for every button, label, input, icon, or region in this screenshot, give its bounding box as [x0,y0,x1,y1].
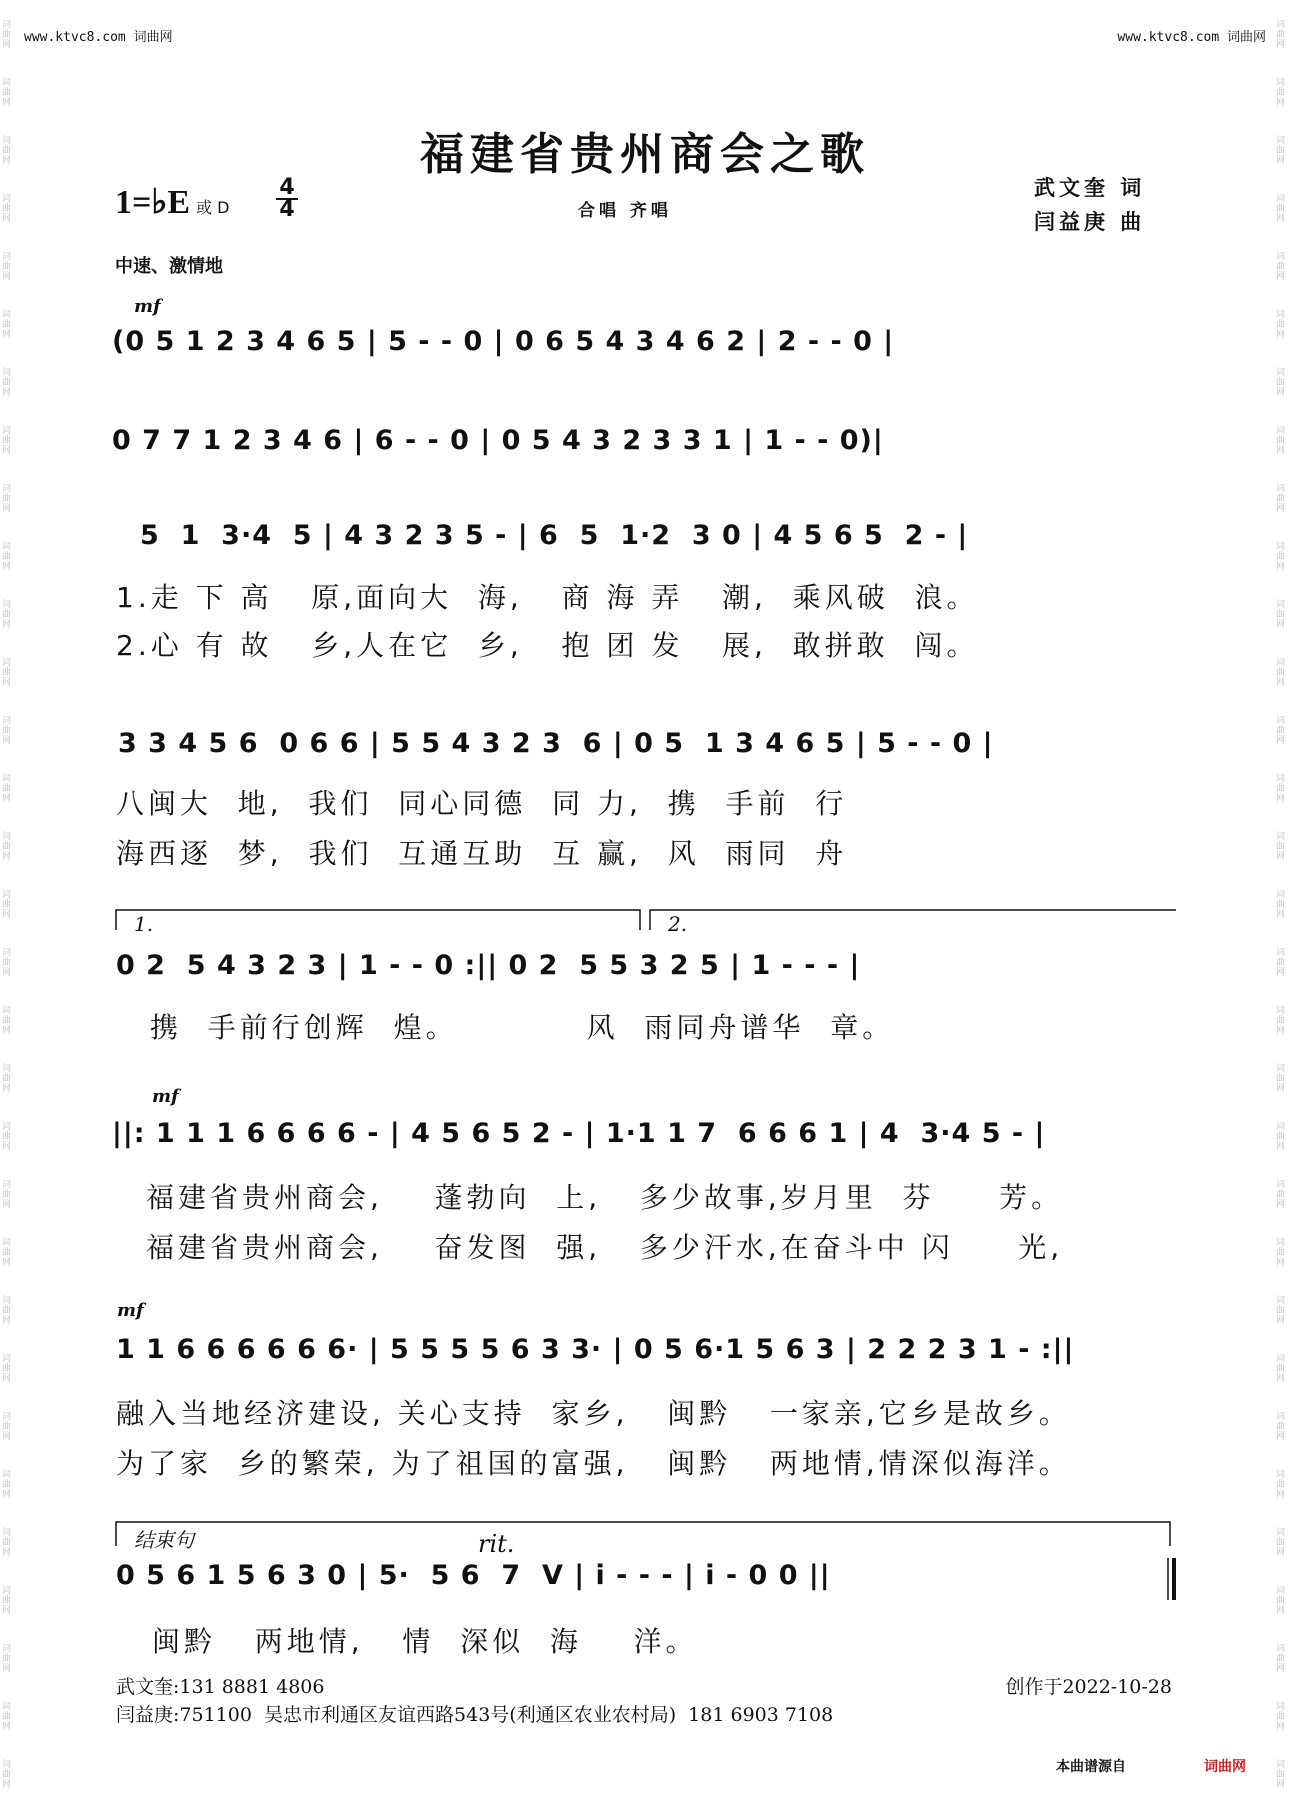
side-watermark-text: 词曲网 [1276,1644,1286,1674]
side-watermark-text: 词曲网 [1276,426,1286,456]
side-watermark-text: 词曲网 [1276,542,1286,572]
side-watermark-text: 词曲网 [2,1412,12,1442]
side-watermark-text: 词曲网 [1276,194,1286,224]
lyric-row-7-verse-1: 融入当地经济建设, 关心支持 家乡, 闽黔 一家亲,它乡是故乡。 [116,1397,1071,1430]
side-watermark-text: 词曲网 [2,890,12,920]
footer-contact-1: 武文奎:131 8881 4806 [116,1676,325,1698]
side-watermark-text: 词曲网 [2,1586,12,1616]
side-watermark-text: 词曲网 [2,426,12,456]
side-watermark-text: 词曲网 [1276,832,1286,862]
ending-2-label: 2. [668,912,688,936]
side-watermark-text: 词曲网 [1276,1354,1286,1384]
notation-row-4: 3 3 4 5 6 0 6 6 | 5 5 4 3 2 3 6 | 0 5 1 3 4 6 5 | 5 - - 0 | [118,728,994,759]
notation-row-2: 0 7 7 1 2 3 4 6 | 6 - - 0 | 0 5 4 3 2 3 3 1 | 1 - - 0)| [112,425,884,456]
source-site-link[interactable]: 词曲网 [1204,1759,1246,1775]
side-watermark-text: 词曲网 [1276,1528,1286,1558]
side-watermark-text: 词曲网 [2,20,12,50]
dynamic-mf-3: mf [117,1300,144,1321]
side-watermark-text: 词曲网 [2,252,12,282]
lyricist-credit: 武文奎 词 [1034,176,1146,200]
side-watermark-text: 词曲网 [2,542,12,572]
side-watermark-text: 词曲网 [1276,136,1286,166]
side-watermark-text: 词曲网 [2,484,12,514]
side-watermark-text: 词曲网 [1276,1760,1286,1790]
side-watermark-text: 词曲网 [2,832,12,862]
side-watermark-text: 词曲网 [2,1470,12,1500]
side-watermark-text: 词曲网 [2,136,12,166]
side-watermark-text: 词曲网 [2,1702,12,1732]
notation-row-7: 1 1 6 6 6 6 6 6· | 5 5 5 5 6 3 3· | 0 5 6·1 5 6 3 | 2 2 2 3 1 - :|| [116,1334,1075,1365]
side-watermark-text: 词曲网 [2,1644,12,1674]
side-watermark-text: 词曲网 [1276,1702,1286,1732]
side-watermark-text: 词曲网 [1276,1296,1286,1326]
dynamic-mf-1: mf [134,296,161,317]
side-watermark-text: 词曲网 [2,774,12,804]
footer-contact-2: 闫益庚:751100 吴忠市利通区友谊西路543号(利通区农业农村局) 181 6903 7108 [116,1704,834,1726]
side-watermark-text: 词曲网 [2,600,12,630]
side-watermark-text: 词曲网 [1276,484,1286,514]
side-watermark-text: 词曲网 [1276,1064,1286,1094]
side-watermark-text: 词曲网 [2,1238,12,1268]
lyric-row-8: 闽黔 两地情, 情 深似 海 洋。 [152,1625,698,1658]
side-watermark-text: 词曲网 [1276,716,1286,746]
lyric-row-4-verse-1: 八闽大 地, 我们 同心同德 同 力, 携 手前 行 [116,787,848,820]
composer-credit: 闫益庚 曲 [1034,210,1146,234]
side-watermark-text: 词曲网 [2,716,12,746]
side-watermark-text: 词曲网 [2,310,12,340]
performance-style: 合唱 齐唱 [578,201,672,221]
side-watermark-text: 词曲网 [2,1528,12,1558]
song-title: 福建省贵州商会之歌 [420,129,870,180]
side-watermark-text: 词曲网 [2,194,12,224]
dynamic-mf-2: mf [152,1086,179,1107]
tempo-marking: 中速、激情地 [115,256,223,277]
side-watermark-text: 词曲网 [1276,1470,1286,1500]
lyric-row-3-verse-1: 1.走 下 高 原,面向大 海, 商 海 弄 潮, 乘风破 浪。 [116,581,979,614]
side-watermark-text: 词曲网 [1276,890,1286,920]
side-watermark-text: 词曲网 [1276,1412,1286,1442]
side-watermark-text: 词曲网 [1276,600,1286,630]
notation-row-6: ||: 1 1 1 6 6 6 6 - | 4 5 6 5 2 - | 1·1 1 7 6 6 6 1 | 4 3·4 5 - | [112,1118,1046,1149]
side-watermark-text: 词曲网 [1276,658,1286,688]
coda-label: 结束句 [134,1528,194,1552]
side-watermark-text: 词曲网 [1276,1238,1286,1268]
ritardando-mark: rit. [478,1530,515,1558]
notation-row-1: (0 5 1 2 3 4 6 5 | 5 - - 0 | 0 6 5 4 3 4 6 2 | 2 - - 0 | [112,326,895,357]
key-main: 1=♭E [115,184,191,221]
side-watermark-text: 词曲网 [1276,948,1286,978]
key-alt: 或 D [196,198,230,217]
side-watermark-text: 词曲网 [1276,1586,1286,1616]
side-watermark-text: 词曲网 [2,658,12,688]
side-watermark-text: 词曲网 [2,78,12,108]
footer-date: 创作于2022-10-28 [1005,1676,1172,1698]
side-watermark-text: 词曲网 [2,1296,12,1326]
side-watermark-text: 词曲网 [2,368,12,398]
header-url-left[interactable]: www.ktvc8.com 词曲网 [24,30,173,45]
side-watermark-text: 词曲网 [1276,1006,1286,1036]
side-watermark-text: 词曲网 [2,1180,12,1210]
side-watermark-text: 词曲网 [2,948,12,978]
lyric-row-5: 携 手前行创辉 煌。 风 雨同舟谱华 章。 [150,1011,895,1044]
source-label: 本曲谱源自 [1056,1759,1126,1775]
lyric-row-4-verse-2: 海西逐 梦, 我们 互通互助 互 赢, 风 雨同 舟 [116,837,848,870]
time-top: 4 [279,175,295,200]
header-url-right[interactable]: www.ktvc8.com 词曲网 [1117,30,1266,45]
side-watermark-text: 词曲网 [1276,1122,1286,1152]
side-watermark-text: 词曲网 [1276,310,1286,340]
ending-1-label: 1. [134,912,154,936]
notation-row-5: 0 2 5 4 3 2 3 | 1 - - 0 :|| 0 2 5 5 3 2 5 | 1 - - - | [116,950,861,981]
side-watermark-text: 词曲网 [2,1354,12,1384]
side-watermark-text: 词曲网 [2,1006,12,1036]
side-watermark-text: 词曲网 [1276,20,1286,50]
side-watermark-text: 词曲网 [1276,774,1286,804]
lyric-row-6-verse-2: 福建省贵州商会, 奋发图 强, 多少汗水,在奋斗中 闪 光, [146,1231,1064,1264]
lyric-row-3-verse-2: 2.心 有 故 乡,人在它 乡, 抱 团 发 展, 敢拼敢 闯。 [116,629,979,662]
side-watermark-text: 词曲网 [2,1064,12,1094]
side-watermark-text: 词曲网 [1276,1180,1286,1210]
notation-row-8: 0 5 6 1 5 6 3 0 | 5· 5 6 7 V | i - - - | i - 0 0 || [116,1560,831,1591]
lyric-row-7-verse-2: 为了家 乡的繁荣, 为了祖国的富强, 闽黔 两地情,情深似海洋。 [116,1447,1071,1480]
lyric-row-6-verse-1: 福建省贵州商会, 蓬勃向 上, 多少故事,岁月里 芬 芳。 [146,1181,1064,1214]
side-watermark-text: 词曲网 [2,1760,12,1790]
side-watermark-text: 词曲网 [1276,78,1286,108]
side-watermark-text: 词曲网 [1276,252,1286,282]
side-watermark-text: 词曲网 [2,1122,12,1152]
notation-row-3: 5 1 3·4 5 | 4 3 2 3 5 - | 6 5 1·2 3 0 | 4 5 6 5 2 - | [140,520,969,551]
side-watermark-text: 词曲网 [1276,368,1286,398]
time-bottom: 4 [276,198,298,220]
